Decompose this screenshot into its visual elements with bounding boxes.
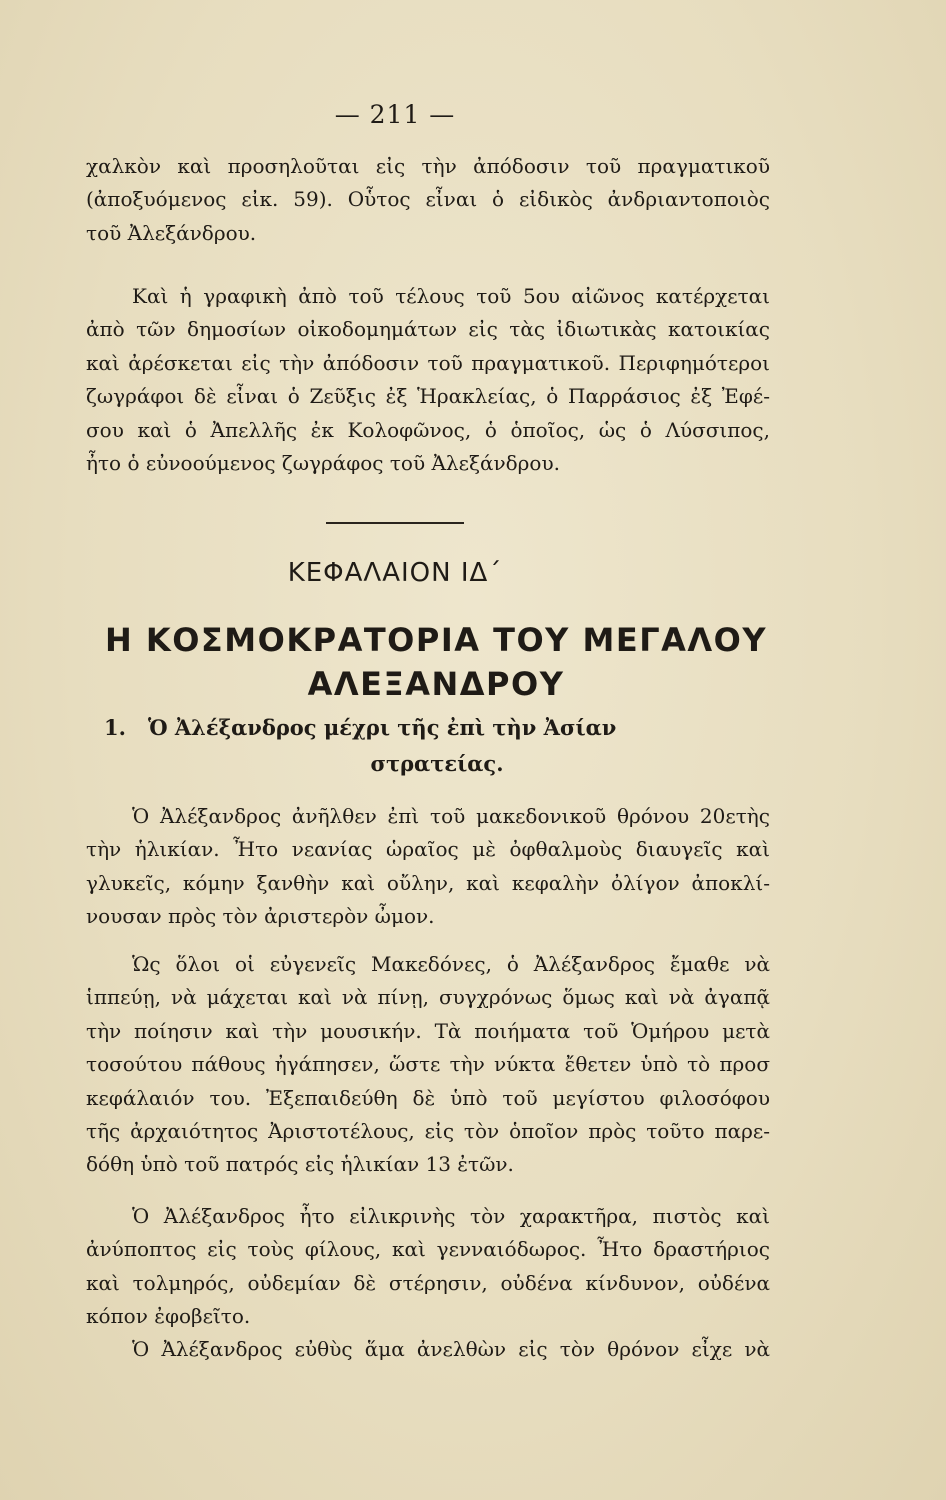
text-line: ἀπὸ τῶν δημοσίων οἰκοδομημάτων εἰς τὰς ἰδιωτικὰς κατοικίας bbox=[86, 317, 770, 342]
chapter-divider bbox=[326, 522, 464, 524]
paragraph-sculptor-continuation bbox=[86, 150, 770, 250]
chapter-title-line: Η ΚΟΣΜΟΚΡΑΤΟΡΙΑ ΤΟΥ ΜΕΓΑΛΟΥ bbox=[105, 621, 767, 659]
paragraph-alexander-character bbox=[86, 1200, 770, 1334]
text-line: γλυκεῖς, κόμην ξανθὴν καὶ οὔλην, καὶ κεφαλὴν ὀλίγον ἀποκλί- bbox=[86, 870, 770, 895]
text-line: δόθη ὑπὸ τοῦ πατρός εἰς ἡλικίαν 13 ἐτῶν. bbox=[86, 1152, 514, 1177]
text-line: τοσούτου πάθους ἠγάπησεν, ὥστε τὴν νύκτα ἔθετεν ὑπὸ τὸ προσ bbox=[86, 1052, 770, 1077]
text-line: Ὁ Ἀλέξανδρος ἀνῆλθεν ἐπὶ τοῦ μακεδονικοῦ θρόνου 20ετὴς bbox=[132, 804, 770, 828]
text-line: καὶ τολμηρός, οὐδεμίαν δὲ στέρησιν, οὐδένα κίνδυνον, οὐδένα bbox=[86, 1270, 770, 1295]
text-line: Ὁ Ἀλέξανδρος εὐθὺς ἅμα ἀνελθὼν εἰς τὸν θρόνον εἶχε νὰ bbox=[132, 1337, 770, 1361]
text-line: Ὡς ὅλοι οἱ εὐγενεῖς Μακεδόνες, ὁ Ἀλέξανδρος ἔμαθε νὰ bbox=[132, 952, 770, 976]
text-line: ἀνύποπτος εἰς τοὺς φίλους, καὶ γενναιόδωρος. Ἦτο δραστήριος bbox=[86, 1237, 770, 1262]
chapter-title bbox=[86, 618, 786, 706]
text-line: τοῦ Ἀλεξάνδρου. bbox=[86, 220, 257, 245]
text-line: ἦτο ὁ εὐνοούμενος ζωγράφος τοῦ Ἀλεξάνδρου. bbox=[86, 450, 560, 475]
text-line: καὶ ἀρέσκεται εἰς τὴν ἀπόδοσιν τοῦ πραγματικοῦ. Περιφημότεροι bbox=[86, 350, 770, 375]
chapter-title-line: ΑΛΕΞΑΝΔΡΟΥ bbox=[307, 665, 565, 703]
text-line: νουσαν πρὸς τὸν ἀριστερὸν ὦμον. bbox=[86, 904, 435, 929]
text-line: χαλκὸν καὶ προσηλοῦται εἰς τὴν ἀπόδοσιν τοῦ πραγματικοῦ bbox=[86, 154, 770, 178]
text-line: κόπον ἐφοβεῖτο. bbox=[86, 1304, 251, 1329]
text-line: κεφάλαιόν του. Ἐξεπαιδεύθη δὲ ὑπὸ τοῦ μεγίστου φιλοσόφου bbox=[86, 1085, 770, 1110]
section-title-line: στρατείας. bbox=[370, 751, 504, 776]
page-number: — 211 — bbox=[334, 100, 456, 129]
paragraph-alexander-throne bbox=[86, 1333, 770, 1366]
paragraph-alexander-appearance bbox=[86, 800, 770, 934]
text-line: (ἀποξυόμενος εἰκ. 59). Οὗτος εἶναι ὁ εἰδικὸς ἀνδριαντοποιὸς bbox=[86, 187, 770, 212]
text-line: ζωγράφοι δὲ εἶναι ὁ Ζεῦξις ἐξ Ἡρακλείας, ὁ Παρράσιος ἐξ Ἐφέ- bbox=[86, 384, 770, 409]
section-heading bbox=[104, 710, 770, 782]
text-line: ἱππεύῃ, νὰ μάχεται καὶ νὰ πίνῃ, συγχρόνως ὅμως καὶ νὰ ἀγαπᾷ bbox=[86, 985, 770, 1010]
paragraph-alexander-education bbox=[86, 948, 770, 1182]
text-line: τὴν ἡλικίαν. Ἦτο νεανίας ὡραῖος μὲ ὀφθαλμοὺς διαυγεῖς καὶ bbox=[86, 837, 770, 862]
section-number: 1. bbox=[104, 715, 126, 740]
chapter-label: ΚΕΦΑΛΑΙΟΝ ΙΔ΄ bbox=[287, 558, 503, 588]
paragraph-painting bbox=[86, 280, 770, 480]
text-line: Καὶ ἡ γραφικὴ ἀπὸ τοῦ τέλους τοῦ 5ου αἰῶνος κατέρχεται bbox=[132, 284, 770, 308]
section-title-line: Ὁ Ἀλέξανδρος μέχρι τῆς ἐπὶ τὴν Ἀσίαν bbox=[147, 715, 617, 740]
text-line: τῆς ἀρχαιότητος Ἀριστοτέλους, εἰς τὸν ὁποῖον πρὸς τοῦτο παρε- bbox=[86, 1118, 770, 1143]
text-line: σου καὶ ὁ Ἀπελλῆς ἐκ Κολοφῶνος, ὁ ὁποῖος, ὡς ὁ Λύσσιπος, bbox=[86, 417, 770, 442]
text-line: Ὁ Ἀλέξανδρος ἦτο εἰλικρινὴς τὸν χαρακτῆρα, πιστὸς καὶ bbox=[132, 1204, 770, 1228]
text-line: τὴν ποίησιν καὶ τὴν μουσικήν. Τὰ ποιήματα τοῦ Ὁμήρου μετὰ bbox=[86, 1018, 770, 1043]
